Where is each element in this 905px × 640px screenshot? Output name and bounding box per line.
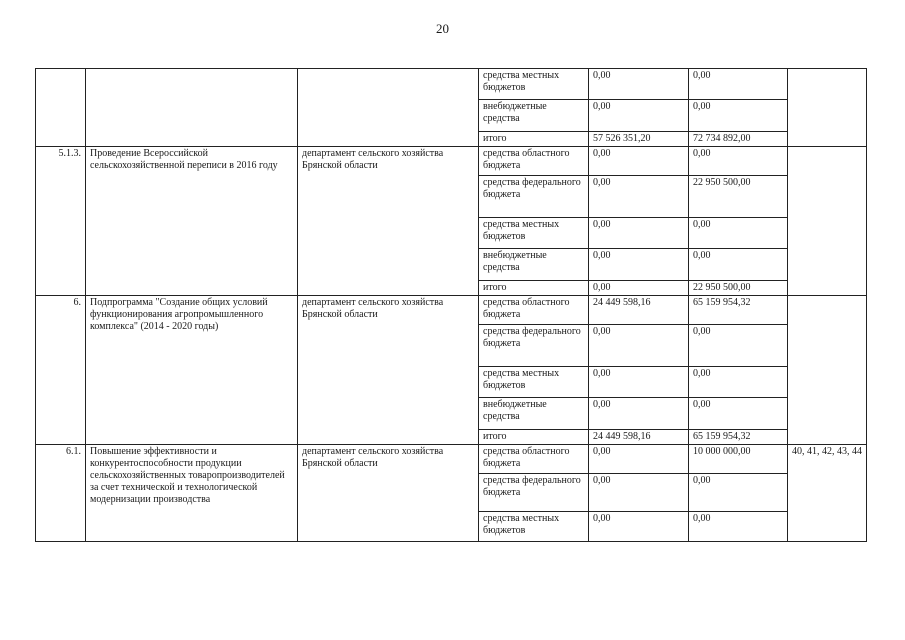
amount-2017-cell: 65 159 954,32 <box>689 430 788 445</box>
amount-2017-cell: 0,00 <box>689 512 788 542</box>
amount-2017-cell: 0,00 <box>689 147 788 176</box>
item-name-cell: Подпрограмма "Создание общих условий функционирования агропромышленного комплекса" (2014 - 2020 годы) <box>86 296 298 445</box>
amount-2016-cell: 0,00 <box>589 147 689 176</box>
amount-2017-cell: 0,00 <box>689 367 788 398</box>
funding-source-cell: средства местных бюджетов <box>479 218 589 249</box>
department-cell <box>298 69 479 147</box>
funding-source-cell: средства федерального бюджета <box>479 176 589 218</box>
amount-2016-cell: 0,00 <box>589 249 689 281</box>
amount-2017-cell: 0,00 <box>689 398 788 430</box>
department-cell: департамент сельского хозяйства Брянской области <box>298 296 479 445</box>
amount-2017-cell: 0,00 <box>689 474 788 512</box>
amount-2017-cell: 65 159 954,32 <box>689 296 788 325</box>
department-cell: департамент сельского хозяйства Брянской области <box>298 445 479 542</box>
amount-2016-cell: 0,00 <box>589 176 689 218</box>
amount-2016-cell: 0,00 <box>589 100 689 132</box>
amount-2016-cell: 0,00 <box>589 69 689 100</box>
funding-source-cell: внебюджетные средства <box>479 249 589 281</box>
funding-source-cell: средства областного бюджета <box>479 296 589 325</box>
amount-2016-cell: 0,00 <box>589 325 689 367</box>
results-cell: 40, 41, 42, 43, 44 <box>788 445 867 542</box>
funding-source-cell: итого <box>479 281 589 296</box>
amount-2017-cell: 22 950 500,00 <box>689 176 788 218</box>
amount-2017-cell: 0,00 <box>689 249 788 281</box>
funding-source-cell: средства местных бюджетов <box>479 69 589 100</box>
funding-source-cell: внебюджетные средства <box>479 398 589 430</box>
amount-2017-cell: 22 950 500,00 <box>689 281 788 296</box>
amount-2016-cell: 0,00 <box>589 218 689 249</box>
amount-2016-cell: 0,00 <box>589 445 689 474</box>
amount-2016-cell: 57 526 351,20 <box>589 132 689 147</box>
amount-2017-cell: 0,00 <box>689 100 788 132</box>
item-number-cell <box>36 69 86 147</box>
results-cell <box>788 296 867 445</box>
amount-2016-cell: 0,00 <box>589 398 689 430</box>
amount-2016-cell: 0,00 <box>589 474 689 512</box>
table-row <box>36 445 867 474</box>
amount-2016-cell: 0,00 <box>589 281 689 296</box>
table-row <box>36 296 867 325</box>
funding-source-cell: средства федерального бюджета <box>479 325 589 367</box>
amount-2016-cell: 0,00 <box>589 367 689 398</box>
funding-source-cell: внебюджетные средства <box>479 100 589 132</box>
funding-source-cell: итого <box>479 132 589 147</box>
table-row <box>36 147 867 176</box>
item-name-cell: Проведение Всероссийской сельскохозяйственной переписи в 2016 году <box>86 147 298 296</box>
item-number-cell: 6. <box>36 296 86 445</box>
funding-source-cell: средства областного бюджета <box>479 147 589 176</box>
item-name-cell <box>86 69 298 147</box>
funding-source-cell: средства областного бюджета <box>479 445 589 474</box>
table-row <box>36 69 867 100</box>
budget-table <box>35 68 867 542</box>
item-number-cell: 5.1.3. <box>36 147 86 296</box>
amount-2017-cell: 0,00 <box>689 218 788 249</box>
funding-source-cell: средства местных бюджетов <box>479 367 589 398</box>
funding-source-cell: средства местных бюджетов <box>479 512 589 542</box>
funding-source-cell: средства федерального бюджета <box>479 474 589 512</box>
page-number: 20 <box>436 21 449 36</box>
amount-2017-cell: 10 000 000,00 <box>689 445 788 474</box>
results-cell <box>788 147 867 296</box>
amount-2017-cell: 0,00 <box>689 69 788 100</box>
funding-source-cell: итого <box>479 430 589 445</box>
department-cell: департамент сельского хозяйства Брянской области <box>298 147 479 296</box>
amount-2017-cell: 72 734 892,00 <box>689 132 788 147</box>
amount-2016-cell: 24 449 598,16 <box>589 296 689 325</box>
amount-2016-cell: 24 449 598,16 <box>589 430 689 445</box>
amount-2016-cell: 0,00 <box>589 512 689 542</box>
amount-2017-cell: 0,00 <box>689 325 788 367</box>
results-cell <box>788 69 867 147</box>
item-number-cell: 6.1. <box>36 445 86 542</box>
item-name-cell: Повышение эффективности и конкурентоспособности продукции сельскохозяйственных товаропроизводителей за счет технической и технологической модернизации производства <box>86 445 298 542</box>
